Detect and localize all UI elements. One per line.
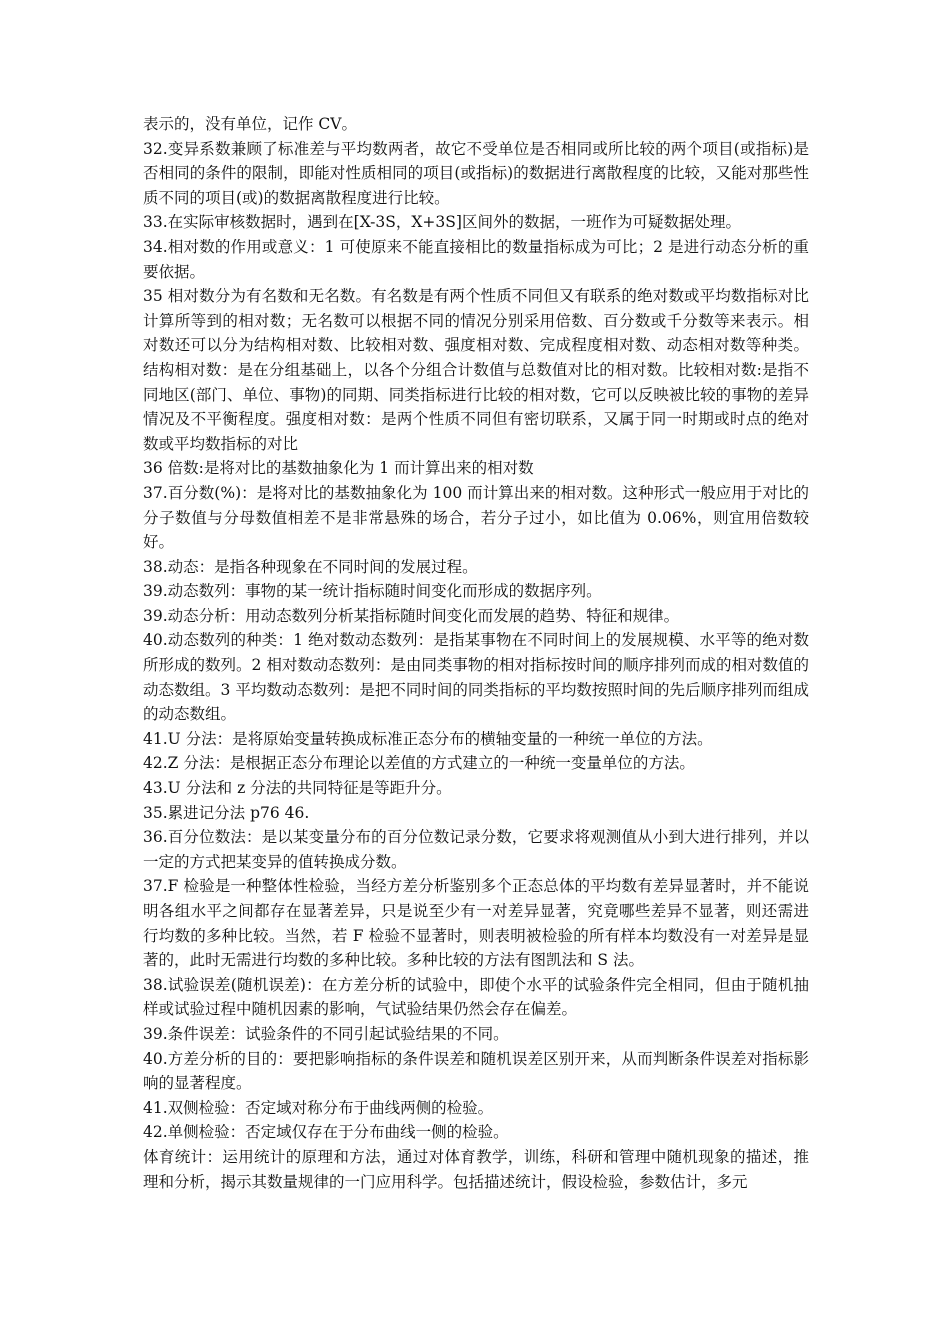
paragraph-15: 35.累进记分法 p76 46. bbox=[143, 803, 310, 822]
paragraph-21: 41.双侧检验：否定域对称分布于曲线两侧的检验。 bbox=[143, 1098, 494, 1117]
paragraph-10: 39.动态分析：用动态数列分析某指标随时间变化而发展的趋势、特征和规律。 bbox=[143, 606, 680, 625]
paragraph-3: 33.在实际审核数据时，遇到在[X-3S，X+3S]区间外的数据，一班作为可疑数据处理。 bbox=[143, 213, 741, 232]
paragraph-5: 35 相对数分为有名数和无名数。有名数是有两个性质不同但又有联系的绝对数或平均数指标对比计算所等到的相对数；无名数可以根据不同的情况分别采用倍数、百分数或千分数等来表示。相对数还可以分为结构相对数、比较相对数、强度相对数、完成程度相对数、动态相对数等种类。结构相对数：是在分组基础上，以各个分组合计数值与总数值对比的相对数。比较相对数:是指不同地区(部门、单位、事物)的同期、同类指标进行比较的相对数，它可以反映被比较的事物的差异情况及不平衡程度。强度相对数：是两个性质不同但有密切联系，又属于同一时期或时点的绝对数或平均数指标的对比 bbox=[143, 287, 809, 453]
paragraph-9: 39.动态数列：事物的某一统计指标随时间变化而形成的数据序列。 bbox=[143, 582, 602, 601]
paragraph-20: 40.方差分析的目的：要把影响指标的条件误差和随机误差区别开来，从而判断条件误差对指标影响的显著程度。 bbox=[143, 1049, 809, 1093]
paragraph-16: 36.百分位数法：是以某变量分布的百分位数记录分数，它要求将观测值从小到大进行排列，并以一定的方式把某变异的值转换成分数。 bbox=[143, 828, 809, 871]
paragraph-17: 37.F 检验是一种整体性检验，当经方差分析鉴别多个正态总体的平均数有差异显著时，并不能说明各组水平之间都存在显著差异，只是说至少有一对差异显著，究竟哪些差异不显著，则还需进行均数的多种比较。当然，若 F 检验不显著时，则表明被检验的所有样本均数没有一对差异是显著的，此时无需进行均数的多种比较。多种比较的方法有图凯法和 S 法。 bbox=[143, 877, 809, 970]
paragraph-2: 32.变异系数兼顾了标准差与平均数两者，故它不受单位是否相同或所比较的两个项目(或指标)是否相同的条件的限制，即能对性质相同的项目(或指标)的数据进行离散程度的比较，又能对那些性质不同的项目(或)的数据离散程度进行比较。 bbox=[143, 139, 809, 207]
paragraph-6: 36 倍数:是将对比的基数抽象化为 1 而计算出来的相对数 bbox=[143, 459, 534, 478]
paragraph-7: 37.百分数(%)：是将对比的基数抽象化为 100 而计算出来的相对数。这种形式一般应用于对比的分子数值与分母数值相差不是非常悬殊的场合，若分子过小，如比值为 0.06%，则宜用倍数较好。 bbox=[143, 483, 809, 552]
paragraph-12: 41.U 分法：是将原始变量转换成标准正态分布的横轴变量的一种统一单位的方法。 bbox=[143, 729, 713, 748]
paragraph-1: 表示的，没有单位，记作 CV。 bbox=[143, 115, 357, 133]
paragraph-4: 34.相对数的作用或意义：1 可使原来不能直接相比的数量指标成为可比；2 是进行动态分析的重要依据。 bbox=[143, 237, 809, 281]
paragraph-18: 38.试验误差(随机误差)：在方差分析的试验中，即使个水平的试验条件完全相同，但由于随机抽样或试验过程中随机因素的影响，气试验结果仍然会存在偏差。 bbox=[143, 975, 809, 1019]
paragraph-11: 40.动态数列的种类：1 绝对数动态数列：是指某事物在不同时间上的发展规模、水平等的绝对数所形成的数列。2 相对数动态数列：是由同类事物的相对指标按时间的顺序排列而成的相对数值的动态数组。3 平均数动态数列：是把不同时间的同类指标的平均数按照时间的先后顺序排列而组成的动态数组。 bbox=[143, 631, 809, 724]
paragraph-23: 体育统计：运用统计的原理和方法，通过对体育教学，训练，科研和管理中随机现象的描述，推理和分析，揭示其数量规律的一门应用科学。包括描述统计，假设检验，参数估计，多元 bbox=[143, 1147, 809, 1191]
paragraph-8: 38.动态：是指各种现象在不同时间的发展过程。 bbox=[143, 557, 478, 576]
document-page bbox=[143, 112, 809, 1194]
paragraph-19: 39.条件误差：试验条件的不同引起试验结果的不同。 bbox=[143, 1024, 509, 1043]
paragraph-14: 43.U 分法和 z 分法的共同特征是等距升分。 bbox=[143, 779, 452, 798]
paragraph-22: 42.单侧检验：否定域仅存在于分布曲线一侧的检验。 bbox=[143, 1123, 509, 1142]
paragraph-13: 42.Z 分法：是根据正态分布理论以差值的方式建立的一种统一变量单位的方法。 bbox=[143, 754, 695, 773]
